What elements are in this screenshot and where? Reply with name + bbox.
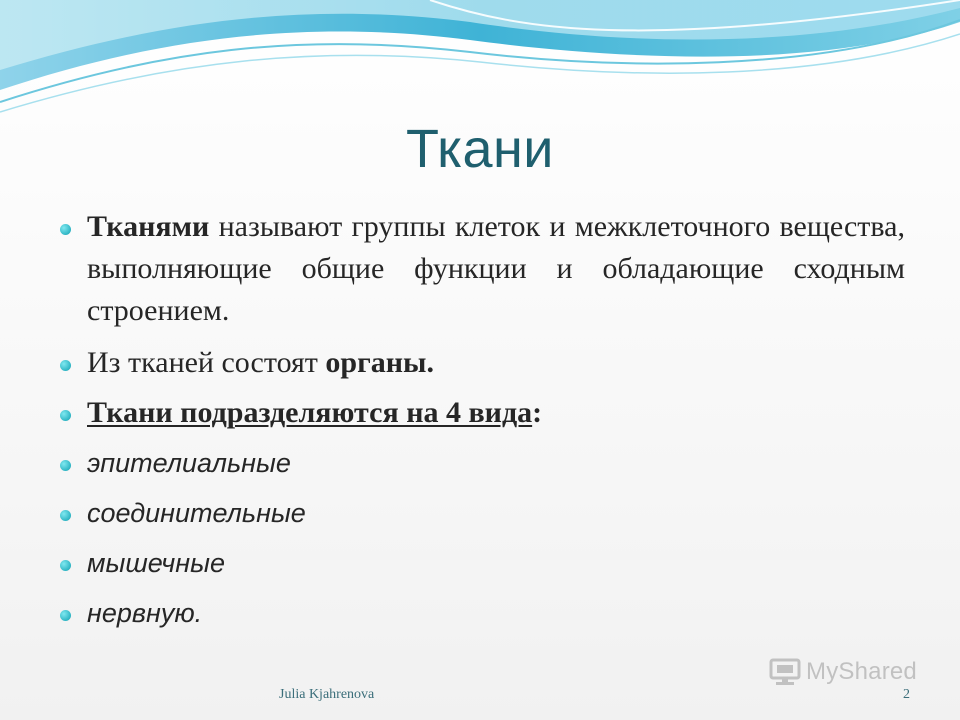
bullet-icon [60,510,71,521]
slide-title: Ткани [406,119,554,179]
bullet-icon [60,560,71,571]
bullet-type-muscle [60,542,905,584]
footer-author: Julia Kjahrenova [279,687,375,702]
bullet-icon [60,610,71,621]
slide-content [60,206,905,634]
decorative-wave [0,0,960,120]
myshared-watermark [768,657,917,687]
bullet-icon [60,224,71,235]
definition-term: Тканями [87,210,210,243]
bullet-type-connective [60,492,905,534]
definition-text: называют группы клеток и межклеточного вещества, выполняющие общие функции и обладающие сходным строением. [87,210,905,327]
bullet-organs [60,342,905,384]
myshared-logo-icon [768,657,802,687]
watermark-text: MyShared [806,658,917,685]
type-label: нервную. [87,598,203,628]
type-label: соединительные [87,498,306,528]
bullet-definition [60,206,905,332]
type-label: мышечные [87,548,226,578]
types-emphasis: Ткани подразделяются на 4 вида [87,396,533,429]
bullet-icon [60,410,71,421]
bullet-icon [60,360,71,371]
page-number: 2 [903,687,910,702]
types-suffix: : [532,396,543,429]
organs-emphasis: органы. [325,346,434,379]
type-label: эпителиальные [87,448,291,478]
bullet-type-epithelial [60,442,905,484]
bullet-types [60,392,905,434]
organs-prefix: Из тканей состоят [87,346,326,379]
bullet-icon [60,460,71,471]
bullet-type-nervous [60,592,905,634]
